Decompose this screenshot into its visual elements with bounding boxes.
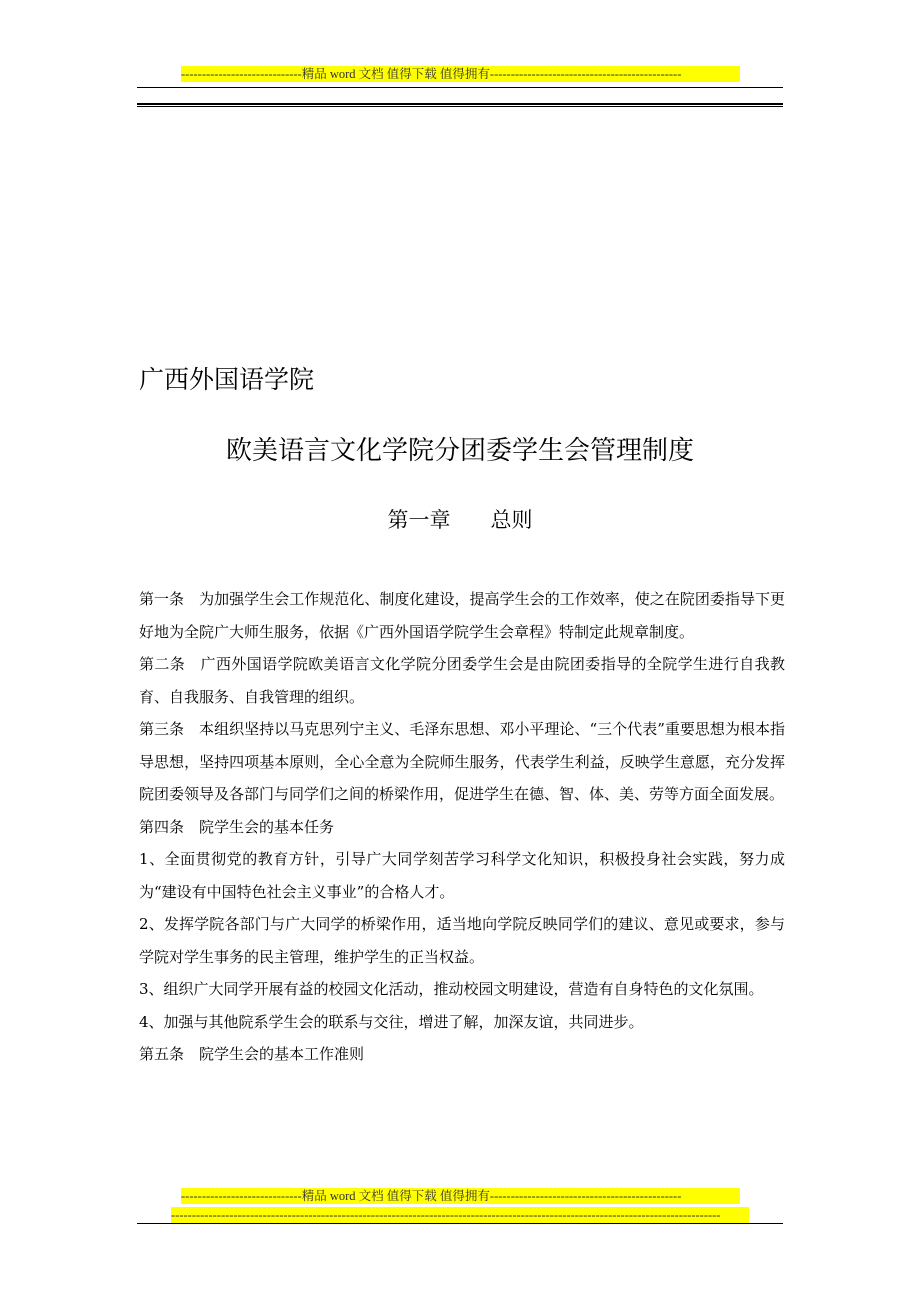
article-2: 第二条 广西外国语学院欧美语言文化学院分团委学生会是由院团委指导的全院学生进行自我教育、自我服务、自我管理的组织。 bbox=[139, 655, 785, 706]
article-4: 第四条 院学生会的基本任务 bbox=[139, 817, 335, 836]
header-rule-under bbox=[137, 106, 783, 107]
body-text bbox=[139, 583, 785, 1071]
task-item-1: 1、全面贯彻党的教育方针，引导广大同学刻苦学习科学文化知识，积极投身社会实践，努力成为“建设有中国特色社会主义事业”的合格人才。 bbox=[139, 850, 785, 901]
footer-banner: -----------------------------精品 word 文档 值得下载 值得拥有---------------------------------------------- bbox=[181, 1188, 740, 1204]
header-banner: -----------------------------精品 word 文档 值得下载 值得拥有---------------------------------------------- bbox=[181, 66, 740, 82]
header-rule-thin bbox=[137, 87, 783, 88]
task-item-2: 2、发挥学院各部门与广大同学的桥梁作用，适当地向学院反映同学们的建议、意见或要求，参与学院对学生事务的民主管理，维护学生的正当权益。 bbox=[139, 915, 785, 966]
article-1: 第一条 为加强学生会工作规范化、制度化建设，提高学生会的工作效率，使之在院团委指导下更好地为全院广大师生服务，依据《广西外国语学院学生会章程》特制定此规章制度。 bbox=[139, 590, 785, 641]
article-5: 第五条 院学生会的基本工作准则 bbox=[139, 1045, 365, 1063]
footer-dash-line: ------------------------------------------------------------------------------------------------------------------------------------ bbox=[171, 1207, 749, 1223]
chapter-number: 第一章 bbox=[387, 508, 451, 532]
document-title: 欧美语言文化学院分团委学生会管理制度 bbox=[225, 436, 694, 466]
header-rule-thick bbox=[137, 103, 783, 105]
task-item-3: 3、组织广大同学开展有益的校园文化活动，推动校园文明建设，营造有自身特色的文化氛围。 bbox=[139, 980, 764, 998]
chapter-heading bbox=[0, 504, 920, 536]
task-item-4: 4、加强与其他院系学生会的联系与交往，增进了解，加深友谊，共同进步。 bbox=[139, 1012, 644, 1031]
chapter-name: 总则 bbox=[490, 508, 533, 532]
footer-rule bbox=[137, 1223, 783, 1224]
institution-title: 广西外国语学院 bbox=[139, 365, 315, 394]
article-3: 第三条 本组织坚持以马克思列宁主义、毛泽东思想、邓小平理论、“三个代表”重要思想为根本指导思想，坚持四项基本原则，全心全意为全院师生服务，代表学生利益，反映学生意愿，充分发挥院团委领导及各部门与同学们之间的桥梁作用，促进学生在德、智、体、美、劳等方面全面发展。 bbox=[139, 720, 785, 803]
